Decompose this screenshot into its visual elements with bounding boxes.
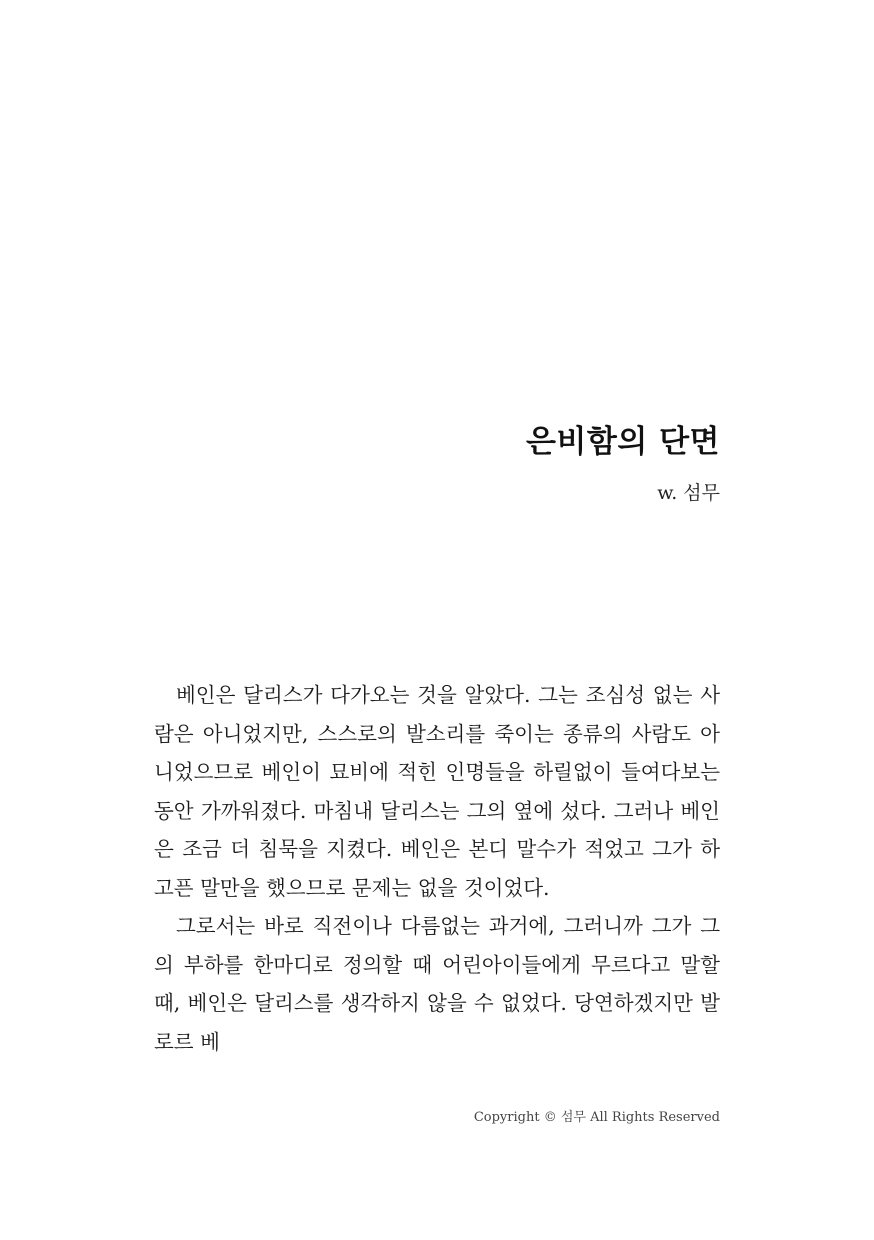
paragraph: 그로서는 바로 직전이나 다름없는 과거에, 그러니까 그가 그의 부하를 한마디로 정의할 때 어린아이들에게 무르다고 말할 때, 베인은 달리스를 생각하지 않을 수 없었다. 당연하겠지만 발로르 베	[154, 914, 720, 1054]
author-byline: w. 섬무	[657, 482, 720, 504]
body-text	[154, 676, 720, 1061]
paragraph: 베인은 달리스가 다가오는 것을 알았다. 그는 조심성 없는 사람은 아니었지만, 스스로의 발소리를 죽이는 종류의 사람도 아니었으므로 베인이 묘비에 적힌 인명들을 하릴없이 들여다보는 동안 가까워졌다. 마침내 달리스는 그의 옆에 섰다. 그러나 베인은 조금 더 침묵을 지켰다. 베인은 본디 말수가 적었고 그가 하고픈 말만을 했으므로 문제는 없을 것이었다.	[154, 683, 720, 900]
document-title: 은비함의 단면	[526, 424, 720, 460]
copyright-notice: Copyright © 섬무 All Rights Reserved	[473, 1110, 720, 1125]
